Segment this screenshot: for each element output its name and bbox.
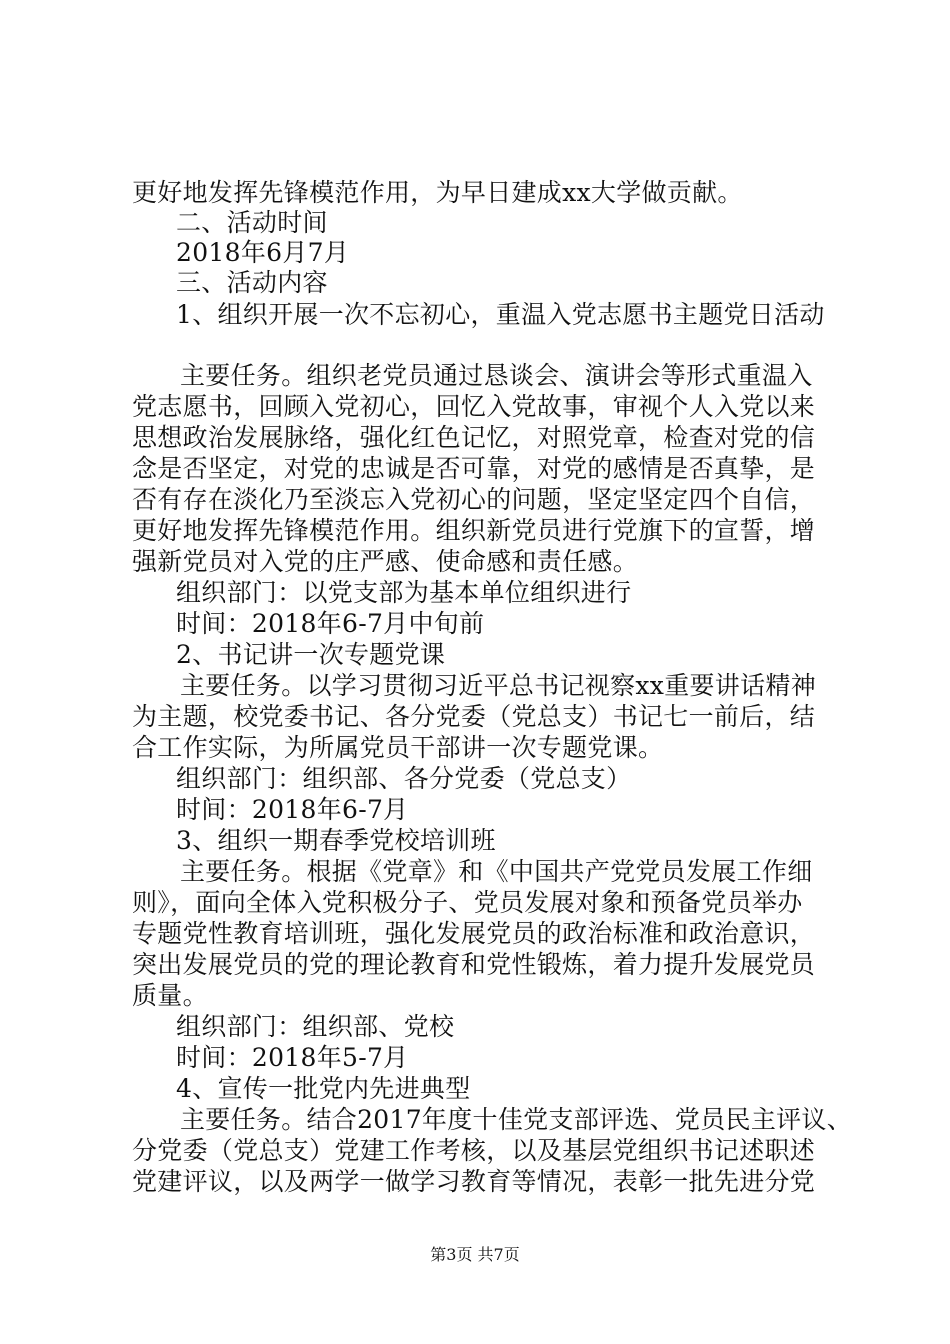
text-line: 组织部门：以党支部为基本单位组织进行 — [176, 578, 632, 607]
text-line: 则》，面向全体入党积极分子、党员发展对象和预备党员举办 — [132, 888, 803, 917]
text-line: 组织部门：组织部、党校 — [176, 1012, 455, 1041]
text-line: 主要任务。组织老党员通过恳谈会、演讲会等形式重温入 — [180, 361, 813, 390]
text-line: 主要任务。以学习贯彻习近平总书记视察xx重要讲话精神 — [180, 671, 817, 700]
text-line: 分党委（党总支）党建工作考核，以及基层党组织书记述职述 — [132, 1136, 816, 1165]
item-heading: 3、组织一期春季党校培训班 — [176, 826, 496, 855]
section-heading: 二、活动时间 — [176, 208, 328, 237]
text-line: 念是否坚定，对党的忠诚是否可靠，对党的感情是否真挚，是 — [132, 454, 816, 483]
text-line: 更好地发挥先锋模范作用。组织新党员进行党旗下的宣誓，增 — [132, 516, 816, 545]
text-line: 突出发展党员的党的理论教育和党性锻炼，着力提升发展党员 — [132, 950, 816, 979]
text-line: 专题党性教育培训班，强化发展党员的政治标准和政治意识， — [132, 919, 816, 948]
text-line: 主要任务。根据《党章》和《中国共产党党员发展工作细 — [180, 857, 813, 886]
item-heading: 2、书记讲一次专题党课 — [176, 640, 446, 669]
text-line: 时间：2018年6-7月中旬前 — [176, 609, 485, 638]
text-line: 组织部门：组织部、各分党委（党总支） — [176, 764, 632, 793]
text-line: 合工作实际，为所属党员干部讲一次专题党课。 — [132, 733, 664, 762]
text-line: 更好地发挥先锋模范作用，为早日建成xx大学做贡献。 — [132, 178, 743, 207]
text-line: 思想政治发展脉络，强化红色记忆，对照党章，检查对党的信 — [132, 423, 816, 452]
text-line: 党志愿书，回顾入党初心，回忆入党故事，审视个人入党以来 — [132, 392, 816, 421]
item-heading: 1、组织开展一次不忘初心，重温入党志愿书主题党日活动 — [176, 300, 825, 329]
text-line: 否有存在淡化乃至淡忘入党初心的问题，坚定坚定四个自信， — [132, 485, 816, 514]
text-line: 2018年6月7月 — [176, 238, 350, 267]
item-heading: 4、宣传一批党内先进典型 — [176, 1074, 471, 1103]
section-heading: 三、活动内容 — [176, 268, 328, 297]
text-line: 强新党员对入党的庄严感、使命感和责任感。 — [132, 547, 639, 576]
text-line: 时间：2018年5-7月 — [176, 1043, 409, 1072]
text-line: 质量。 — [132, 981, 208, 1010]
text-line: 为主题，校党委书记、各分党委（党总支）书记七一前后，结 — [132, 702, 816, 731]
page-number-footer: 第3页 共7页 — [430, 1245, 520, 1264]
text-line: 党建评议，以及两学一做学习教育等情况，表彰一批先进分党 — [132, 1167, 816, 1196]
text-line: 时间：2018年6-7月 — [176, 795, 409, 824]
text-line: 主要任务。结合2017年度十佳党支部评选、党员民主评议、 — [180, 1105, 853, 1134]
